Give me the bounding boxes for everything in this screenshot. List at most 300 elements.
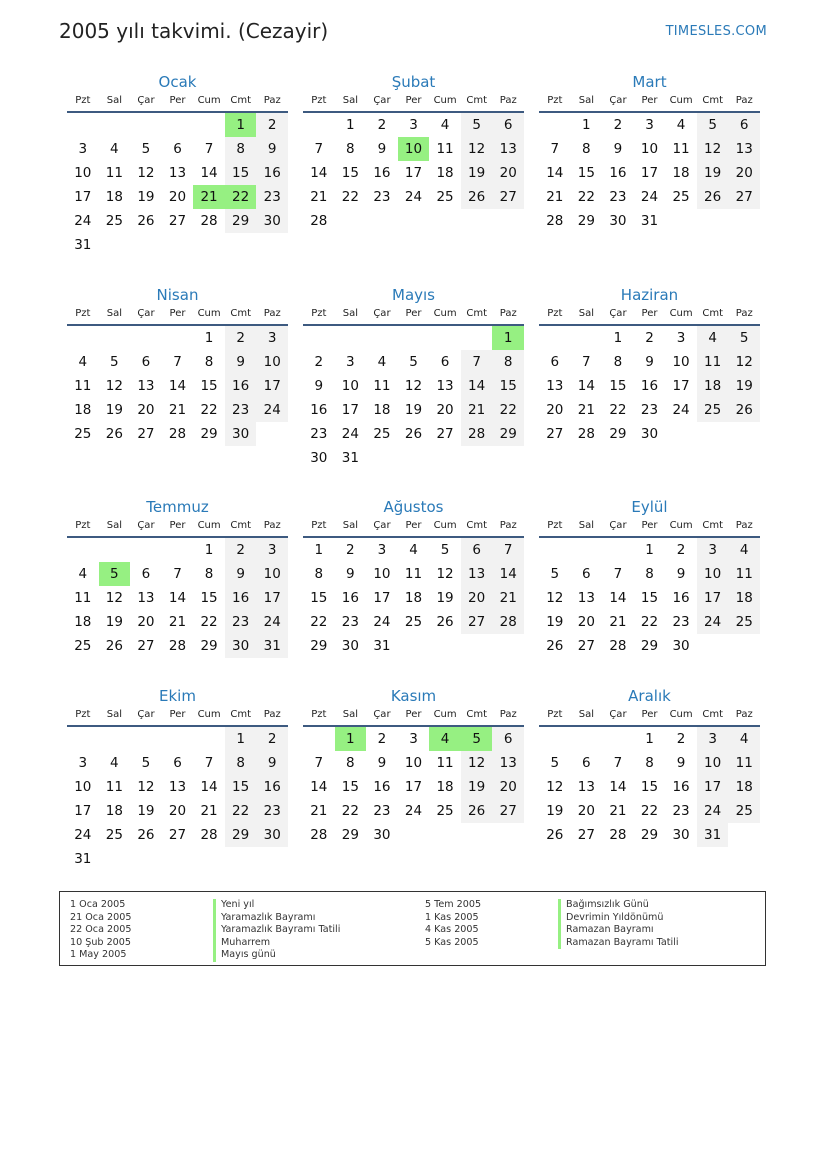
weekday-label: Per: [169, 308, 186, 319]
weekday-label: Per: [641, 308, 658, 319]
empty-cell: [492, 209, 524, 233]
day-cell: 20: [137, 614, 155, 630]
weekday-label: Paz: [499, 709, 517, 720]
day-cell: 28: [577, 426, 595, 442]
day-cell: 7: [613, 755, 623, 771]
day-cell: 11: [74, 378, 92, 394]
weekday-label: Sal: [578, 709, 594, 720]
day-cell: 11: [105, 165, 123, 181]
day-cell: 2: [256, 727, 288, 751]
day-cell: 8: [492, 350, 524, 374]
day-cell: 1: [335, 727, 367, 751]
day-grid: [539, 727, 760, 847]
day-cell: 9: [613, 141, 623, 157]
day-cell: 22: [200, 402, 218, 418]
day-cell: 5: [110, 354, 119, 370]
day-cell: 23: [310, 426, 328, 442]
day-cell: 18: [728, 586, 760, 610]
month-1: [67, 72, 288, 257]
day-cell: 24: [74, 213, 92, 229]
day-cell: 6: [582, 755, 591, 771]
empty-cell: [398, 823, 430, 847]
day-cell: 4: [728, 727, 760, 751]
day-cell: 9: [225, 562, 257, 586]
day-cell: 5: [440, 542, 450, 558]
day-cell: 22: [640, 614, 659, 630]
weekday-label: Paz: [499, 95, 517, 106]
weekday-label: Cmt: [702, 308, 723, 319]
day-cell: 12: [728, 350, 760, 374]
day-cell: 28: [310, 827, 328, 843]
weekday-label: Çar: [609, 308, 627, 319]
empty-cell: [697, 422, 729, 446]
weekday-label: Per: [405, 520, 422, 531]
day-cell: 23: [256, 799, 288, 823]
empty-cell: [225, 847, 257, 871]
weekday-label: Cmt: [466, 95, 487, 106]
day-cell: 2: [256, 113, 288, 137]
empty-cell: [461, 823, 493, 847]
day-cell: 19: [105, 614, 123, 630]
day-cell: 8: [314, 566, 324, 582]
day-cell: 7: [461, 350, 493, 374]
month-8: [303, 497, 524, 658]
day-cell: 21: [168, 402, 187, 418]
empty-cell: [429, 446, 461, 470]
day-cell: 31: [697, 823, 729, 847]
weekday-label: Sal: [578, 308, 594, 319]
empty-cell: [162, 113, 194, 137]
weekday-label: Sal: [106, 308, 122, 319]
day-cell: 12: [461, 751, 493, 775]
day-cell: 9: [256, 751, 288, 775]
day-cell: 28: [609, 827, 627, 843]
month-name: Şubat: [391, 73, 436, 91]
weekday-label: Cmt: [702, 95, 723, 106]
weekday-label: Per: [169, 95, 186, 106]
day-cell: 7: [314, 141, 324, 157]
day-cell: 7: [204, 755, 214, 771]
day-cell: 6: [582, 566, 591, 582]
weekday-label: Paz: [735, 95, 753, 106]
day-cell: 13: [137, 590, 155, 606]
day-grid: [303, 727, 524, 847]
day-cell: 19: [461, 161, 493, 185]
day-cell: 28: [168, 426, 187, 442]
legend-holiday-name: Yaramazlık Bayramı: [213, 912, 340, 925]
empty-cell: [193, 233, 225, 257]
empty-cell: [461, 634, 493, 658]
legend-date: 1 Oca 2005: [70, 899, 126, 910]
day-cell: 1: [645, 542, 654, 558]
day-cell: 30: [256, 209, 288, 233]
legend-date: 21 Oca 2005: [70, 911, 132, 923]
empty-cell: [162, 233, 194, 257]
day-cell: 29: [310, 638, 328, 654]
day-cell: 8: [204, 354, 214, 370]
weekday-label: Paz: [735, 520, 753, 531]
day-cell: 4: [377, 354, 387, 370]
weekday-label: Çar: [609, 95, 627, 106]
day-cell: 9: [676, 755, 686, 771]
day-cell: 21: [609, 614, 627, 630]
day-cell: 11: [74, 590, 92, 606]
day-cell: 15: [225, 161, 257, 185]
day-cell: 30: [672, 827, 690, 843]
empty-cell: [665, 422, 697, 446]
day-cell: 2: [225, 326, 257, 350]
legend-holiday-name: Mayıs günü: [213, 949, 340, 962]
day-cell: 23: [672, 614, 690, 630]
day-grid: [303, 538, 524, 658]
empty-cell: [99, 113, 131, 137]
empty-cell: [256, 233, 288, 257]
day-cell: 12: [546, 779, 564, 795]
day-cell: 12: [461, 137, 493, 161]
day-cell: 16: [225, 374, 257, 398]
weekday-label: Pzt: [311, 709, 327, 720]
day-cell: 26: [461, 799, 493, 823]
day-cell: 23: [373, 803, 391, 819]
weekday-header: [539, 519, 760, 538]
day-cell: 29: [640, 638, 659, 654]
day-cell: 17: [697, 586, 729, 610]
empty-cell: [67, 538, 99, 562]
day-cell: 26: [105, 426, 123, 442]
day-cell: 31: [341, 450, 359, 466]
day-cell: 29: [640, 827, 659, 843]
day-cell: 26: [546, 638, 564, 654]
day-cell: 3: [697, 727, 729, 751]
month-11: [303, 686, 524, 847]
legend-date: 4 Kas 2005: [425, 924, 479, 935]
empty-cell: [162, 847, 194, 871]
day-cell: 11: [697, 350, 729, 374]
day-cell: 22: [225, 799, 257, 823]
day-cell: 14: [609, 779, 627, 795]
day-cell: 14: [310, 165, 328, 181]
weekday-label: Cum: [669, 308, 693, 319]
day-cell: 24: [404, 803, 423, 819]
weekday-label: Per: [169, 520, 186, 531]
day-cell: 19: [137, 803, 155, 819]
day-cell: 20: [492, 775, 524, 799]
day-cell: 7: [173, 354, 182, 370]
empty-cell: [303, 326, 335, 350]
day-cell: 3: [78, 141, 88, 157]
day-cell: 20: [436, 402, 454, 418]
day-cell: 31: [74, 851, 92, 867]
weekday-label: Cum: [669, 709, 693, 720]
month-7: [67, 497, 288, 658]
weekday-label: Paz: [735, 709, 753, 720]
day-cell: 23: [373, 189, 391, 205]
day-cell: 6: [492, 113, 524, 137]
weekday-header: [303, 307, 524, 326]
day-cell: 24: [256, 398, 288, 422]
weekday-label: Per: [405, 95, 422, 106]
empty-cell: [461, 209, 493, 233]
day-cell: 18: [697, 374, 729, 398]
day-cell: 26: [105, 638, 123, 654]
weekday-label: Cum: [433, 308, 457, 319]
day-cell: 25: [436, 189, 454, 205]
day-cell: 28: [310, 213, 328, 229]
day-cell: 16: [609, 165, 627, 181]
day-grid: [539, 538, 760, 658]
day-cell: 10: [398, 137, 430, 161]
day-cell: 8: [613, 354, 623, 370]
day-cell: 19: [546, 803, 564, 819]
day-cell: 2: [377, 117, 387, 133]
day-cell: 27: [137, 426, 155, 442]
legend-names-col-2: [558, 899, 679, 949]
day-cell: 16: [310, 402, 328, 418]
day-cell: 25: [74, 426, 92, 442]
day-cell: 25: [105, 827, 123, 843]
empty-cell: [571, 727, 603, 751]
month-12: [539, 686, 760, 847]
day-cell: 24: [373, 614, 391, 630]
day-cell: 13: [492, 751, 524, 775]
day-cell: 27: [137, 638, 155, 654]
day-cell: 4: [440, 117, 450, 133]
day-cell: 25: [728, 799, 760, 823]
empty-cell: [366, 446, 398, 470]
weekday-header: [539, 94, 760, 113]
day-cell: 12: [105, 590, 123, 606]
day-cell: 10: [256, 562, 288, 586]
empty-cell: [99, 538, 131, 562]
day-cell: 8: [582, 141, 591, 157]
weekday-label: Sal: [342, 308, 358, 319]
day-cell: 9: [225, 350, 257, 374]
day-cell: 5: [409, 354, 418, 370]
weekday-label: Per: [641, 520, 658, 531]
day-cell: 26: [697, 185, 729, 209]
weekday-label: Paz: [263, 520, 281, 531]
day-grid: [303, 326, 524, 470]
month-3: [539, 72, 760, 233]
month-name: Temmuz: [146, 498, 209, 516]
day-cell: 8: [346, 755, 355, 771]
weekday-label: Sal: [106, 95, 122, 106]
weekday-label: Pzt: [547, 308, 563, 319]
empty-cell: [398, 326, 430, 350]
empty-cell: [162, 326, 194, 350]
day-cell: 21: [193, 185, 225, 209]
day-cell: 24: [404, 189, 423, 205]
day-cell: 22: [609, 402, 627, 418]
day-cell: 10: [697, 562, 729, 586]
weekday-label: Pzt: [75, 308, 91, 319]
day-cell: 25: [373, 426, 391, 442]
page-title: 2005 yılı takvimi. (Cezayir): [59, 19, 329, 43]
month-6: [539, 285, 760, 446]
weekday-label: Cmt: [466, 709, 487, 720]
day-cell: 13: [492, 137, 524, 161]
day-cell: 15: [310, 590, 328, 606]
day-cell: 21: [492, 586, 524, 610]
day-cell: 18: [672, 165, 690, 181]
day-cell: 27: [728, 185, 760, 209]
day-cell: 10: [74, 165, 92, 181]
weekday-label: Sal: [106, 520, 122, 531]
weekday-label: Pzt: [75, 520, 91, 531]
day-cell: 25: [728, 610, 760, 634]
weekday-label: Pzt: [75, 95, 91, 106]
day-cell: 12: [137, 779, 155, 795]
day-cell: 19: [404, 402, 423, 418]
day-cell: 9: [645, 354, 654, 370]
day-cell: 28: [609, 638, 627, 654]
legend-date: 5 Tem 2005: [425, 899, 482, 910]
day-cell: 14: [168, 590, 187, 606]
day-cell: 4: [697, 326, 729, 350]
day-cell: 3: [409, 117, 418, 133]
empty-cell: [602, 538, 634, 562]
day-cell: 19: [728, 374, 760, 398]
day-cell: 25: [697, 398, 729, 422]
empty-cell: [602, 727, 634, 751]
legend-date: 22 Oca 2005: [70, 924, 132, 935]
day-cell: 1: [225, 727, 257, 751]
weekday-label: Cmt: [702, 709, 723, 720]
day-cell: 26: [546, 827, 564, 843]
day-cell: 20: [546, 402, 564, 418]
weekday-label: Per: [641, 709, 658, 720]
day-cell: 24: [256, 610, 288, 634]
day-cell: 17: [640, 165, 659, 181]
day-cell: 13: [728, 137, 760, 161]
empty-cell: [67, 326, 99, 350]
day-cell: 7: [314, 755, 324, 771]
legend-holiday-name: Ramazan Bayramı Tatili: [558, 937, 679, 950]
day-cell: 11: [373, 378, 391, 394]
weekday-label: Per: [405, 308, 422, 319]
month-name: Eylül: [631, 498, 668, 516]
day-cell: 16: [672, 779, 690, 795]
brand-link[interactable]: TIMESLES.COM: [665, 24, 767, 39]
day-cell: 5: [550, 566, 560, 582]
day-cell: 20: [728, 161, 760, 185]
day-cell: 22: [200, 614, 218, 630]
day-cell: 18: [728, 775, 760, 799]
day-cell: 4: [110, 141, 119, 157]
day-cell: 23: [672, 803, 690, 819]
day-cell: 9: [377, 141, 387, 157]
day-cell: 26: [137, 213, 155, 229]
day-cell: 6: [173, 755, 182, 771]
day-cell: 6: [440, 354, 450, 370]
day-cell: 25: [672, 189, 690, 205]
month-name: Nisan: [156, 286, 199, 304]
day-cell: 10: [640, 141, 659, 157]
day-cell: 27: [168, 827, 187, 843]
day-cell: 13: [461, 562, 493, 586]
empty-cell: [130, 727, 162, 751]
day-cell: 6: [173, 141, 182, 157]
day-cell: 26: [137, 827, 155, 843]
day-cell: 15: [200, 378, 218, 394]
day-cell: 10: [373, 566, 391, 582]
weekday-label: Sal: [342, 520, 358, 531]
month-2: [303, 72, 524, 233]
month-name: Ocak: [158, 73, 197, 91]
day-cell: 17: [672, 378, 690, 394]
day-cell: 17: [74, 189, 92, 205]
day-cell: 13: [577, 779, 595, 795]
day-cell: 14: [310, 779, 328, 795]
day-cell: 9: [346, 566, 355, 582]
day-cell: 16: [341, 590, 359, 606]
empty-cell: [366, 209, 398, 233]
day-cell: 17: [74, 803, 92, 819]
day-cell: 27: [546, 426, 564, 442]
day-cell: 23: [609, 189, 627, 205]
day-cell: 7: [173, 566, 182, 582]
day-cell: 19: [137, 189, 155, 205]
weekday-label: Cmt: [702, 520, 723, 531]
day-cell: 2: [314, 354, 324, 370]
day-cell: 16: [373, 165, 391, 181]
day-cell: 17: [697, 775, 729, 799]
day-cell: 21: [577, 402, 595, 418]
day-cell: 30: [672, 638, 690, 654]
weekday-header: [67, 94, 288, 113]
weekday-label: Çar: [137, 95, 155, 106]
weekday-label: Pzt: [311, 308, 327, 319]
day-cell: 1: [492, 326, 524, 350]
day-cell: 15: [609, 378, 627, 394]
day-cell: 13: [168, 165, 187, 181]
holiday-legend: [59, 891, 766, 966]
day-cell: 18: [373, 402, 391, 418]
month-10: [67, 686, 288, 871]
day-cell: 15: [341, 165, 359, 181]
day-cell: 12: [105, 378, 123, 394]
day-cell: 19: [697, 161, 729, 185]
day-cell: 13: [137, 378, 155, 394]
empty-cell: [256, 422, 288, 446]
empty-cell: [67, 727, 99, 751]
legend-holiday-name: Devrimin Yıldönümü: [558, 912, 679, 925]
empty-cell: [571, 326, 603, 350]
day-cell: 31: [256, 634, 288, 658]
day-cell: 24: [640, 189, 659, 205]
day-cell: 1: [204, 330, 214, 346]
day-cell: 23: [225, 610, 257, 634]
empty-cell: [130, 538, 162, 562]
day-cell: 7: [492, 538, 524, 562]
weekday-label: Çar: [373, 520, 391, 531]
day-cell: 15: [640, 779, 659, 795]
day-cell: 20: [137, 402, 155, 418]
legend-holiday-name: Yeni yıl: [213, 899, 340, 912]
day-cell: 1: [645, 731, 654, 747]
day-cell: 14: [461, 374, 493, 398]
day-cell: 10: [74, 779, 92, 795]
weekday-label: Çar: [373, 709, 391, 720]
day-cell: 16: [672, 590, 690, 606]
day-cell: 5: [461, 727, 493, 751]
empty-cell: [697, 634, 729, 658]
day-cell: 4: [78, 354, 88, 370]
day-cell: 23: [256, 185, 288, 209]
day-cell: 1: [346, 117, 355, 133]
day-cell: 21: [168, 614, 187, 630]
legend-holiday-name: Yaramazlık Bayramı Tatili: [213, 924, 340, 937]
